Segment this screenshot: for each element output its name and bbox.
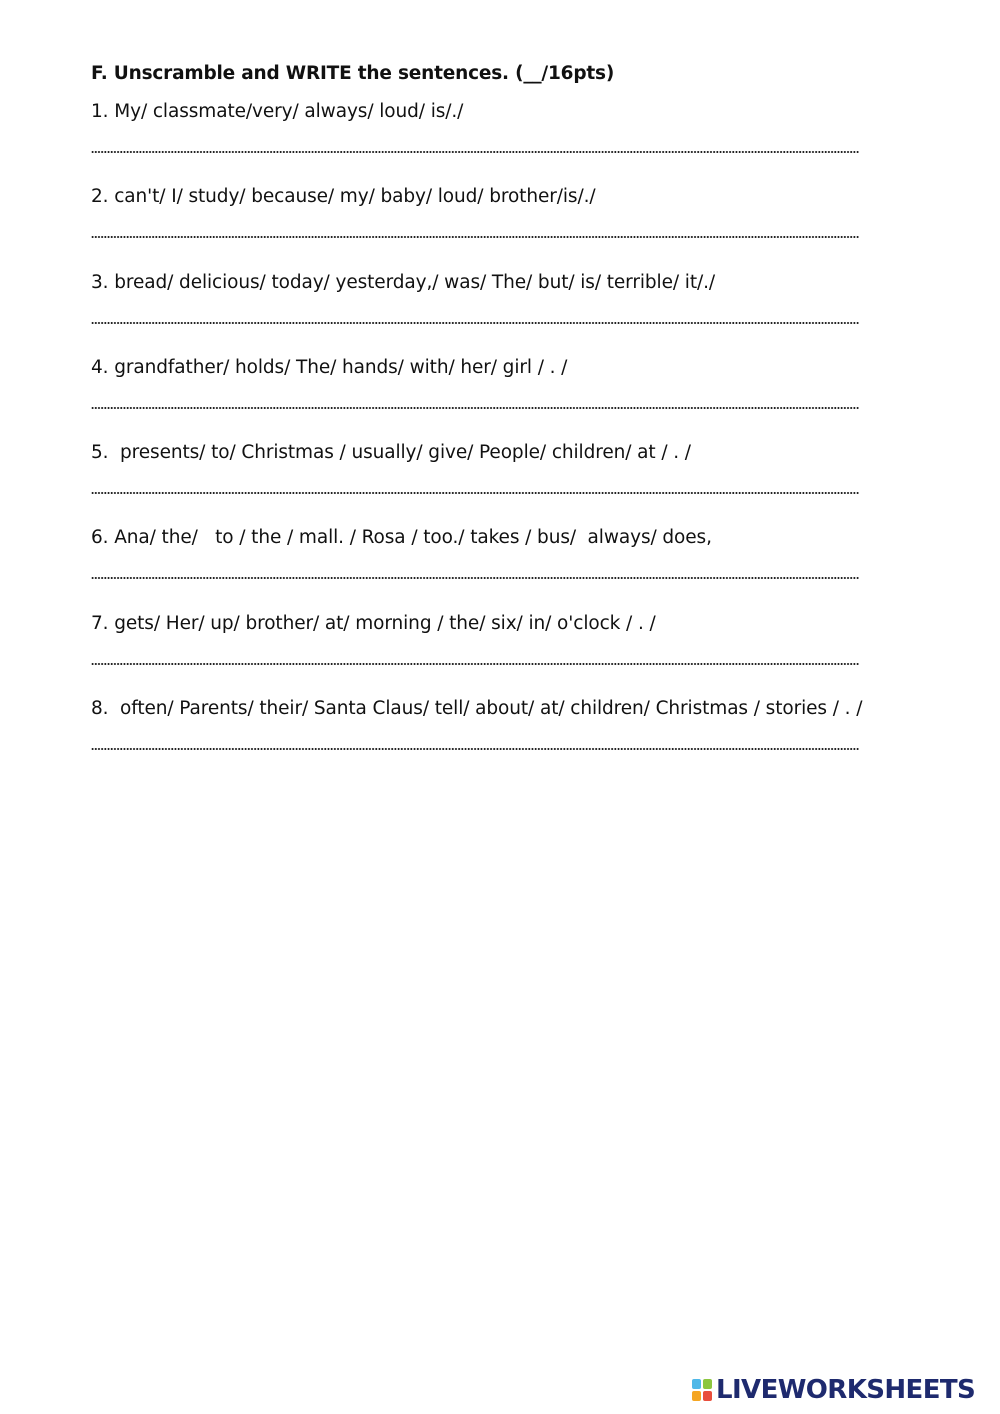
scrambled-prompt-6: 6. Ana/ the/ to / the / mall. / Rosa / too./ takes / bus/ always/ does,: [91, 527, 712, 549]
brand-wordmark: LIVEWORKSHEETS: [716, 1375, 976, 1405]
worksheet: [91, 60, 991, 780]
exercise-item-1: [91, 98, 991, 183]
section-title: F. Unscramble and WRITE the sentences. (__/16pts): [91, 63, 615, 84]
exercise-item-2: [91, 183, 991, 268]
scrambled-prompt-3: 3. bread/ delicious/ today/ yesterday,/ was/ The/ but/ is/ terrible/ it/./: [91, 271, 716, 293]
exercise-item-8: [91, 695, 991, 780]
exercise-item-7: [91, 610, 991, 695]
scrambled-prompt-8: 8. often/ Parents/ their/ Santa Claus/ tell/ about/ at/ children/ Christmas / stories / . /: [91, 698, 863, 720]
scrambled-prompt-5: 5. presents/ to/ Christmas / usually/ give/ People/ children/ at / . /: [91, 442, 691, 464]
answer-line-1[interactable]: [91, 150, 859, 154]
answer-line-8[interactable]: [91, 747, 859, 751]
exercise-item-3: [91, 269, 991, 354]
answer-line-2[interactable]: [91, 235, 859, 239]
answer-line-5[interactable]: [91, 491, 859, 495]
answer-line-6[interactable]: [91, 576, 859, 580]
exercise-item-5: [91, 439, 991, 524]
liveworksheets-brand: [692, 1374, 975, 1406]
exercise-item-4: [91, 354, 991, 439]
scrambled-prompt-2: 2. can't/ I/ study/ because/ my/ baby/ loud/ brother/is/./: [91, 186, 596, 208]
scrambled-prompt-4: 4. grandfather/ holds/ The/ hands/ with/ her/ girl / . /: [91, 356, 568, 378]
answer-line-7[interactable]: [91, 662, 859, 666]
scrambled-prompt-7: 7. gets/ Her/ up/ brother/ at/ morning / the/ six/ in/ o'clock / . /: [91, 612, 656, 634]
scrambled-prompt-1: 1. My/ classmate/very/ always/ loud/ is/./: [91, 101, 464, 122]
answer-line-3[interactable]: [91, 321, 859, 325]
exercise-item-6: [91, 524, 991, 609]
answer-line-4[interactable]: [91, 406, 859, 410]
liveworksheets-logo-icon: [692, 1378, 713, 1402]
